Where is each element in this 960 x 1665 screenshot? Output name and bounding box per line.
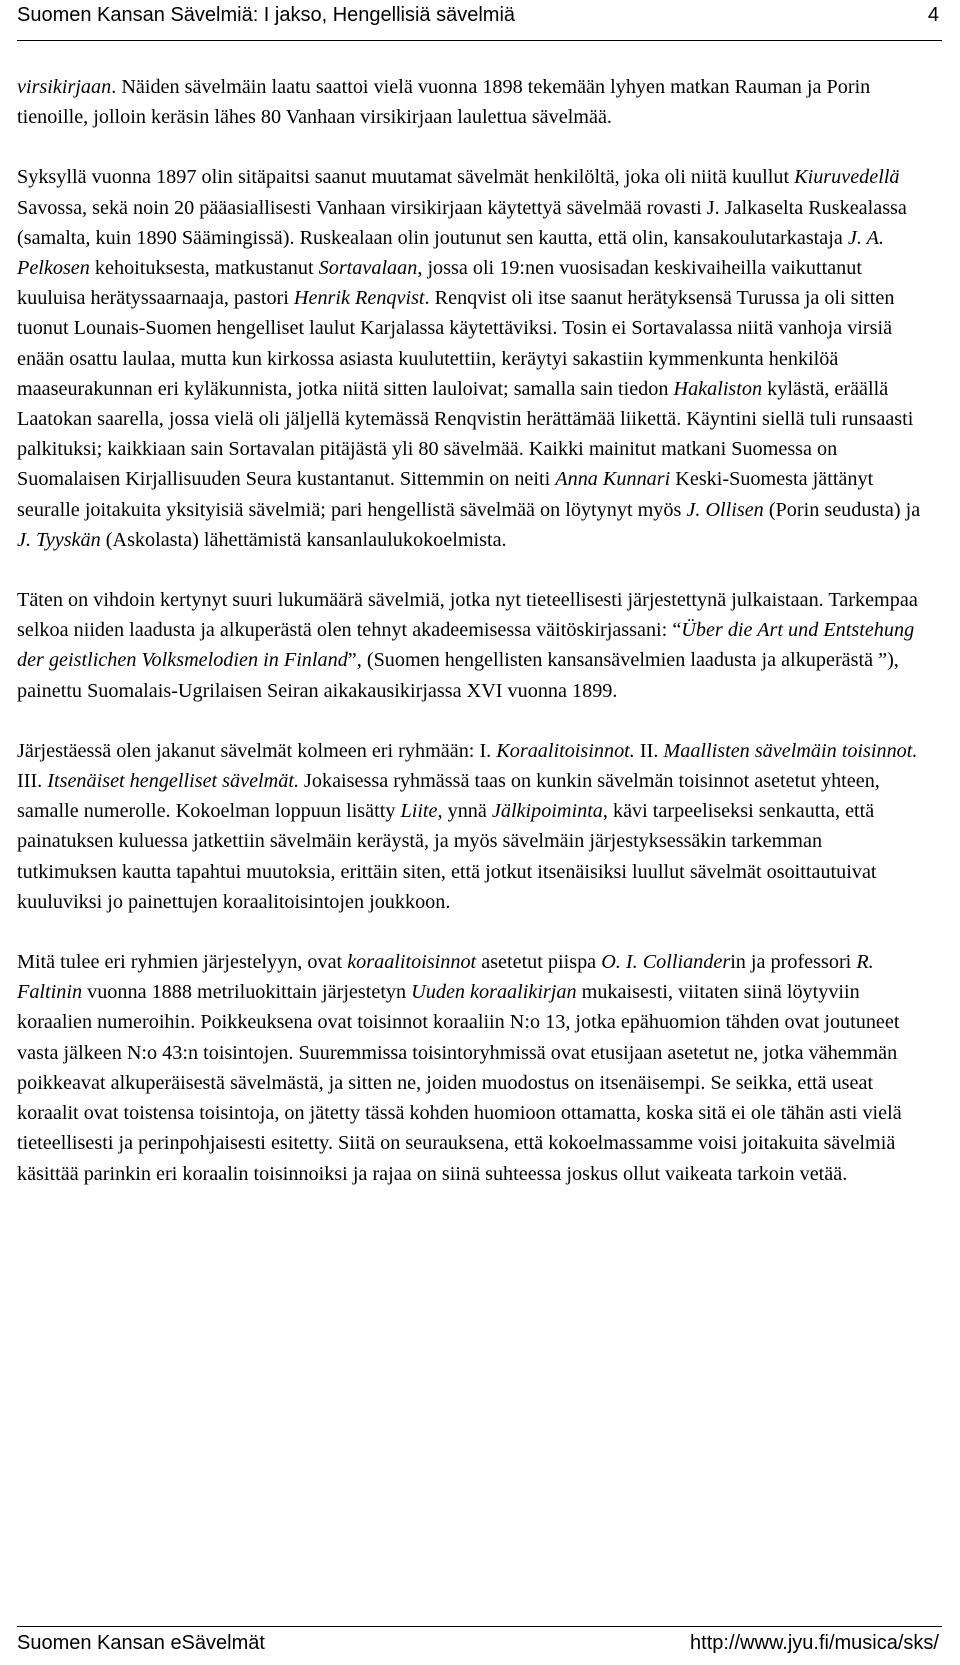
italic-run: Jälkipoiminta: [491, 800, 603, 823]
italic-run: Maallisten sävelmäin toisinnot.: [663, 739, 918, 762]
text-run: , jossa oli 19:nen vuosisadan keskivaiheilla vaikuttanut kuuluisa herätyssaarnaaja, pastori: [17, 257, 862, 310]
italic-run: Liite: [400, 800, 438, 823]
footer-title: Suomen Kansan eSävelmät: [17, 1632, 265, 1654]
italic-run: Uuden koraalikirjan: [411, 981, 577, 1004]
header-title: Suomen Kansan Sävelmiä: I jakso, Hengellisiä sävelmiä: [17, 4, 516, 26]
text-run: Täten on vihdoin kertynyt suuri lukumäärä sävelmiä, jotka nyt tieteellisesti järjestettynä julkaistaan. Tarkempaa selkoa niiden laadusta ja alkuperästä olen tehnyt akadeemisessa väitöskirjassani: “: [17, 589, 918, 642]
text-run: asetetut piispa: [476, 951, 602, 974]
text-run: Jokaisessa ryhmässä taas on kunkin sävelmän toisinnot asetetut yhteen, samalle numerolle. Kokoelman loppuun lisätty: [17, 770, 880, 823]
italic-run: J. A. Pelkosen: [17, 226, 884, 280]
paragraph: [17, 72, 922, 132]
text-run: in ja professori: [730, 951, 857, 974]
italic-run: Itsenäiset hengelliset sävelmät.: [47, 770, 299, 793]
italic-run: Kiuruvedellä: [794, 166, 900, 189]
italic-run: koraalitoisinnot: [347, 951, 477, 974]
paragraph: [17, 585, 922, 706]
text-run: Syksyllä vuonna 1897 olin sitäpaitsi saanut muutamat sävelmät henkilöltä, joka oli niitä kuullut: [17, 166, 795, 189]
paragraph: [17, 162, 922, 555]
text-run: Mitä tulee eri ryhmien järjestelyyn, ovat: [17, 951, 348, 974]
text-run: Järjestäessä olen jakanut sävelmät kolmeen eri ryhmään: I.: [17, 739, 497, 762]
text-run: , kävi tarpeeliseksi senkautta, että painatuksen kuluessa jatkettiin sävelmäin keräystä, ja myös sävelmäin järjestyksessäkin tarkemman tutkimuksen kautta tapahtui muutoksia, erittäin siten, että jotkut itsenäisiksi luullut sävelmät osoittautuivat kuuluviksi jo painettujen koraalitoisintojen joukkoon.: [17, 800, 877, 913]
italic-run: J. Tyyskän: [17, 528, 101, 551]
italic-run: Hakaliston: [673, 377, 763, 400]
italic-run: Anna Kunnari: [555, 468, 671, 491]
text-run: ”, (Suomen hengellisten kansansävelmien laadusta ja alkuperästä ”), painettu Suomalais-Ugrilaisen Seiran aikakausikirjassa XVI vuonna 1899.: [17, 649, 899, 702]
text-run: . Renqvist oli itse saanut herätyksensä Turussa ja oli sitten tuonut Lounais-Suomen hengelliset laulut Karjalassa käytettäviksi. Tosin ei Sortavalassa niitä vanhoja virsiä enään osattu laulaa, mutta kun kirkossa asiasta kuulutettiin, keräytyi sakastiin kymmenkunta henkilöä maaseurakunnan eri kyläkunnista, jotka niitä sitten lauloivat; samalla sain tiedon: [17, 287, 895, 400]
paragraph: [17, 947, 922, 1189]
italic-run: Koraalitoisinnot.: [496, 739, 635, 762]
page-header: [17, 0, 942, 41]
text-run: (Askolasta) lähettämistä kansanlaulukokoelmista.: [100, 528, 507, 551]
page-footer: [17, 1626, 942, 1665]
italic-run: J. Ollisen: [686, 498, 764, 521]
italic-run: O. I. Colliander: [601, 951, 731, 974]
italic-run: Über die Art und Entstehung der geistlichen Volksmelodien in Finland: [17, 619, 915, 672]
italic-run: virsikirjaan: [17, 76, 112, 98]
text-run: . Näiden sävelmäin laatu saattoi vielä vuonna 1898 tekemään lyhyen matkan Rauman ja Porin tienoille, jolloin keräsin lähes 80 Vanhaan virsikirjaan laulettua sävelmää.: [17, 76, 871, 129]
italic-run: R. Faltinin: [17, 951, 874, 1004]
text-run: Savossa, sekä noin 20 pääasiallisesti Vanhaan virsikirjaan käytettyä sävelmää rovasti J. Jalkaselta Ruskealassa (samalta, kuin 1890 Säämingissä). Ruskealaan olin joutunut sen kautta, että olin, kansakoulutarkastaja: [17, 196, 907, 249]
paragraph: [17, 736, 922, 917]
text-run: (Porin seudusta) ja: [763, 498, 921, 521]
text-run: mukaisesti, viitaten siinä löytyviin koraalien numeroihin. Poikkeuksena ovat toisinnot koraaliin N:o 13, jotka epähuomion tähden ovat joutuneet vasta jälkeen N:o 43:n toisintojen. Suuremmissa toisintoryhmissä ovat etusijaan asetetut ne, jotka vähemmän poikkeavat alkuperäisestä sävelmästä, ja sitten ne, joiden muodostus on itsenäisempi. Se seikka, että useat koraalit ovat toistensa toisintoja, on jätetty tässä kohden huomioon ottamatta, koska sitä ei ole tähän asti vielä tieteellisesti ja perinpohjaisesti esitetty. Siitä on seurauksena, että kokoelmassamme voisi joitakuita sävelmiä käsittää parinkin eri koraalin toisinnoiksi ja rajaa on siinä suhteessa joskus ollut vaikeata tarkoin vetää.: [17, 981, 902, 1185]
text-run: kylästä, eräällä Laatokan saarella, jossa vielä oli jäljellä kytemässä Renqvistin herättämää liikettä. Käyntini siellä tuli runsaasti palkituksi; kaikkiaan sain Sortavalan pitäjästä yli 80 sävelmää. Kaikki mainitut matkani Suomessa on Suomalaisen Kirjallisuuden Seura kustantanut. Sittemmin on neiti: [17, 377, 914, 491]
text-run: Keski-Suomesta jättänyt seuralle joitakuita yksityisiä sävelmiä; pari hengellistä sävelmää on löytynyt myös: [17, 468, 874, 521]
page-number: 4: [927, 4, 939, 26]
text-run: III.: [17, 770, 48, 793]
document-body: [17, 72, 922, 1189]
italic-run: Henrik Renqvist: [293, 287, 425, 310]
footer-url[interactable]: http://www.jyu.fi/musica/sks/: [690, 1632, 939, 1654]
text-run: vuonna 1888 metriluokittain järjestetyn: [82, 981, 412, 1004]
text-run: II.: [634, 739, 664, 762]
text-run: , ynnä: [437, 800, 492, 823]
text-run: kehoituksesta, matkustanut: [89, 257, 319, 280]
italic-run: Sortavalaan: [318, 257, 418, 280]
